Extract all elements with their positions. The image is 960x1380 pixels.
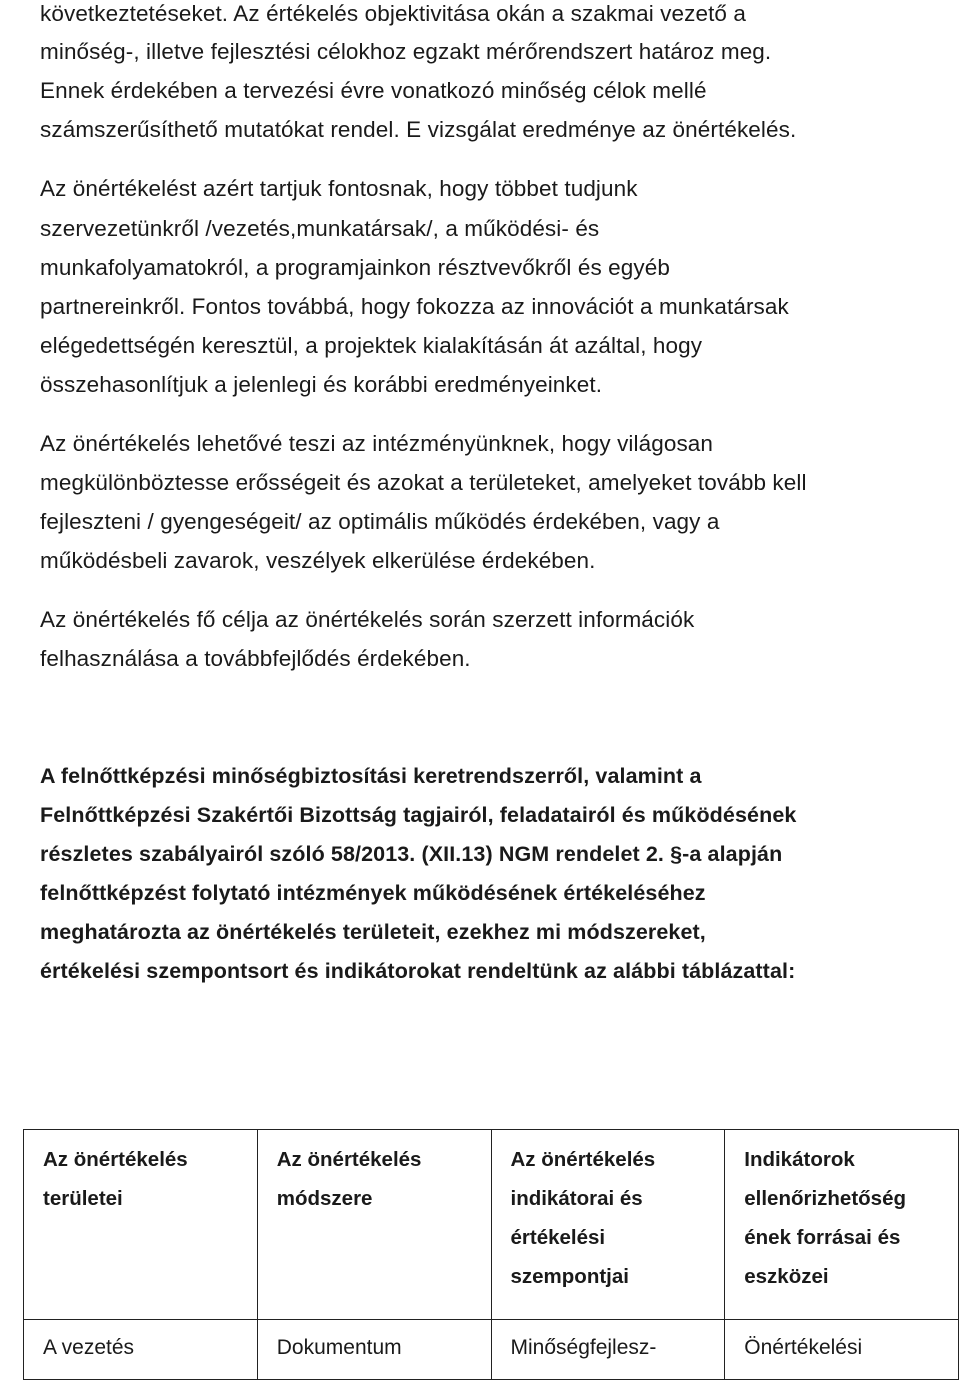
paragraph2-line-6: összehasonlítjuk a jelenlegi és korábbi eredményeinket. <box>40 372 603 397</box>
paragraph3-line-1: Az önértékelés lehetővé teszi az intézményünknek, hogy világosan <box>40 431 714 456</box>
table-cell: Dokumentum <box>257 1320 491 1380</box>
paragraph4-line-2: felhasználása a továbbfejlődés érdekében. <box>40 646 471 671</box>
header-cell-text: Az önértékelés <box>43 1148 188 1171</box>
bold-paragraph-line-2: Felnőttképzési Szakértői Bizottság tagjairól, feladatairól és működésének <box>40 803 797 827</box>
header-cell-areas <box>24 1130 258 1320</box>
paragraph2-line-4: partnereinkről. Fontos továbbá, hogy fokozza az innovációt a munkatársak <box>40 294 789 319</box>
bold-paragraph-line-1: A felnőttképzési minőségbiztosítási keretrendszerről, valamint a <box>40 764 702 788</box>
bold-paragraph-line-6: értékelési szempontsort és indikátorokat rendeltünk az alábbi táblázattal: <box>40 959 796 983</box>
table-cell: Minőségfejlesz- <box>491 1320 725 1380</box>
paragraph1-line-1: következtetéseket. Az értékelés objektivitása okán a szakmai vezető a <box>40 1 747 26</box>
paragraph2-line-5: elégedettségén keresztül, a projektek kialakításán át azáltal, hogy <box>40 333 703 358</box>
table-header-row <box>24 1130 959 1320</box>
paragraph1-line-3: Ennek érdekében a tervezési évre vonatkozó minőség célok mellé <box>40 78 707 103</box>
table-row <box>24 1320 959 1380</box>
paragraph2-line-2: szervezetünkről /vezetés,munkatársak/, a működési- és <box>40 216 600 241</box>
bold-paragraph-line-4: felnőttképzést folytató intézmények működésének értékeléséhez <box>40 881 706 905</box>
header-cell-sources <box>725 1130 959 1320</box>
header-cell-text: indikátorai és <box>510 1187 643 1210</box>
header-cell-text: Az önértékelés <box>276 1148 422 1171</box>
header-cell-method <box>257 1130 491 1320</box>
header-cell-text: területei <box>43 1187 123 1210</box>
header-cell-text: ének forrásai és <box>744 1226 901 1249</box>
paragraph2-line-1: Az önértékelést azért tartjuk fontosnak, hogy többet tudjunk <box>40 176 638 201</box>
paragraph2-line-3: munkafolyamatokról, a programjainkon résztvevőkről és egyéb <box>40 255 670 280</box>
table-cell: A vezetés <box>24 1320 258 1380</box>
table-cell: Önértékelési <box>725 1320 959 1380</box>
header-cell-text: Az önértékelés <box>510 1148 656 1171</box>
header-cell-text: Indikátorok <box>744 1148 855 1171</box>
header-cell-text: értékelési <box>510 1226 606 1249</box>
assessment-table <box>23 1129 959 1380</box>
bold-paragraph-line-5: meghatározta az önértékelés területeit, ezekhez mi módszereket, <box>40 920 706 944</box>
paragraph1-line-4: számszerűsíthető mutatókat rendel. E vizsgálat eredménye az önértékelés. <box>40 117 797 142</box>
paragraph3-line-2: megkülönböztesse erősségeit és azokat a területeket, amelyeket tovább kell <box>40 470 807 495</box>
paragraph3-line-4: működésbeli zavarok, veszélyek elkerülése érdekében. <box>40 548 596 573</box>
header-cell-indicators <box>491 1130 725 1320</box>
bold-paragraph-line-3: részletes szabályairól szóló 58/2013. (XII.13) NGM rendelet 2. §-a alapján <box>40 842 783 866</box>
paragraph1-line-2: minőség-, illetve fejlesztési célokhoz egzakt mérőrendszert határoz meg. <box>40 39 772 64</box>
paragraph3-line-3: fejleszteni / gyengeségeit/ az optimális működés érdekében, vagy a <box>40 509 720 534</box>
paragraph4-line-1: Az önértékelés fő célja az önértékelés során szerzett információk <box>40 607 695 632</box>
header-cell-text: szempontjai <box>510 1265 629 1288</box>
header-cell-text: ellenőrizhetőség <box>744 1187 907 1210</box>
header-cell-text: eszközei <box>744 1265 829 1288</box>
header-cell-text: módszere <box>276 1187 373 1210</box>
